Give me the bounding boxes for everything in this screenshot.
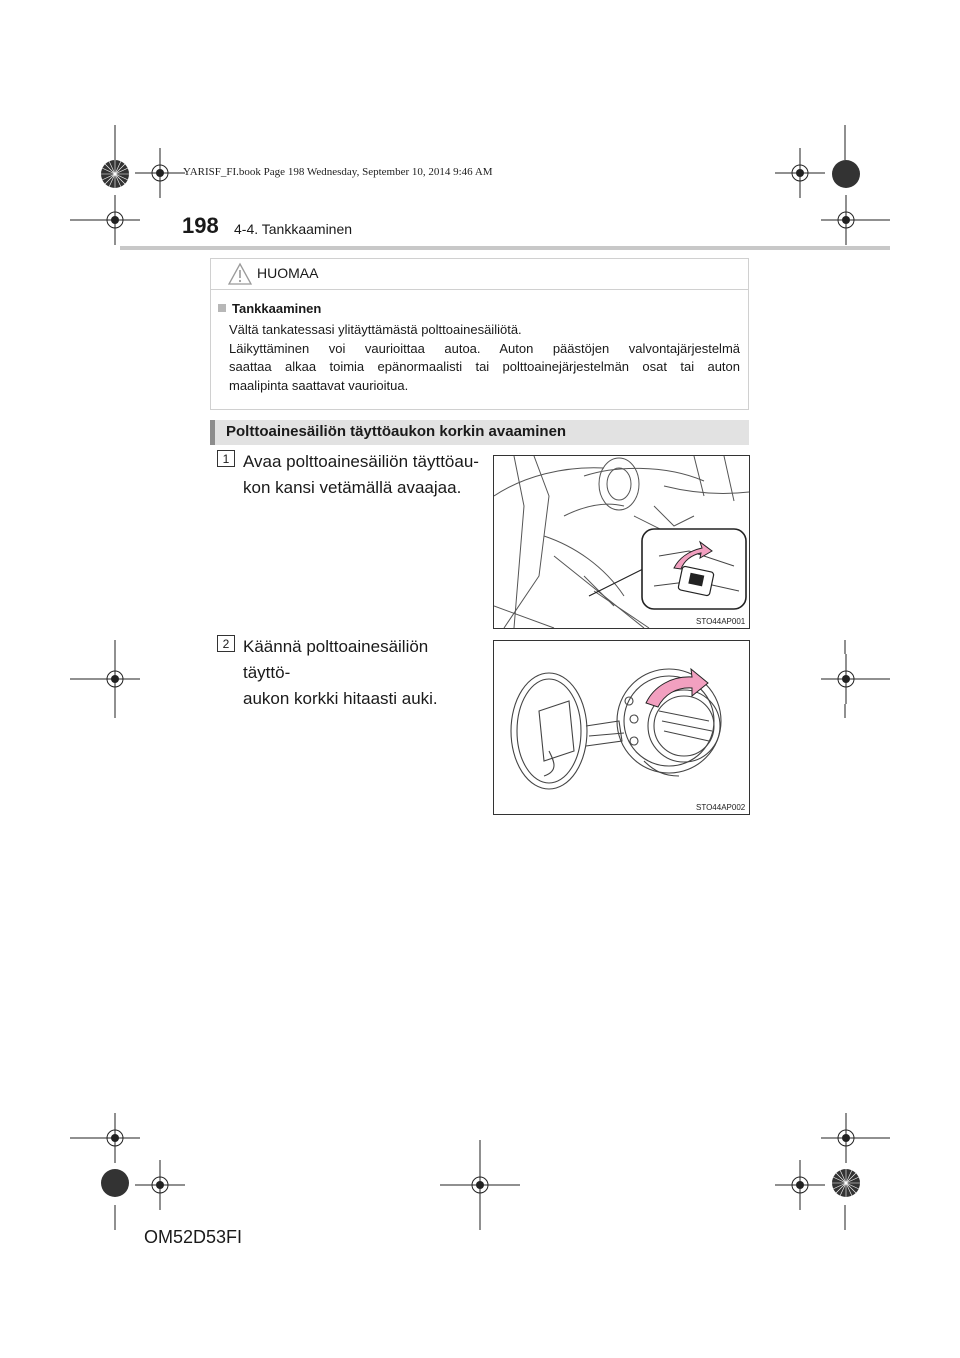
page-number: 198 bbox=[182, 213, 219, 238]
book-info: YARISF_FI.book Page 198 Wednesday, September 10, 2014 9:46 AM bbox=[183, 166, 493, 178]
fuel-cap-illustration bbox=[494, 641, 749, 814]
caution-line: maalipinta saattavat vaurioitua. bbox=[229, 377, 409, 393]
step-line: Avaa polttoainesäiliön täyttöau- bbox=[243, 452, 479, 471]
figure-code: STO44AP002 bbox=[696, 803, 746, 812]
header-rule bbox=[120, 246, 890, 250]
warning-triangle-icon bbox=[227, 262, 253, 286]
step-line: aukon korkki hitaasti auki. bbox=[243, 689, 438, 708]
step-text bbox=[243, 449, 479, 501]
section-title: 4-4. Tankkaaminen bbox=[234, 221, 353, 237]
heading-bar bbox=[210, 420, 215, 445]
caution-line: saattaa alkaa toimia epänormaalisti tai polttoainejärjestelmän osat tai auton bbox=[229, 359, 740, 374]
footer-code: OM52D53FI bbox=[144, 1227, 243, 1247]
caution-text bbox=[229, 321, 740, 395]
caution-line: Vältä tankatessasi ylitäyttämästä polttoainesäiliötä. bbox=[229, 322, 522, 337]
bullet-square-icon bbox=[218, 304, 226, 312]
step-text bbox=[243, 634, 479, 712]
step-number: 1 bbox=[217, 450, 235, 467]
caution-subtitle-text: Tankkaaminen bbox=[232, 301, 322, 316]
caution-header bbox=[211, 259, 748, 290]
figure-fuel-cap bbox=[493, 640, 750, 815]
figure-code: STO44AP001 bbox=[696, 617, 746, 626]
car-interior-illustration bbox=[494, 456, 749, 628]
caution-line: Läikyttäminen voi vaurioittaa autoa. Auton päästöjen valvontajärjestelmä bbox=[229, 340, 740, 356]
step-line: kon kansi vetämällä avaajaa. bbox=[243, 478, 462, 497]
section-heading-text: Polttoainesäiliön täyttöaukon korkin avaaminen bbox=[226, 423, 567, 440]
section-heading bbox=[210, 420, 749, 445]
step-line: Käännä polttoainesäiliön täyttö- bbox=[243, 637, 429, 682]
figure-fuel-door-opener bbox=[493, 455, 750, 629]
caution-subtitle bbox=[218, 301, 321, 316]
step-number: 2 bbox=[217, 635, 235, 652]
caution-label: HUOMAA bbox=[257, 265, 319, 281]
caution-box bbox=[210, 258, 749, 410]
